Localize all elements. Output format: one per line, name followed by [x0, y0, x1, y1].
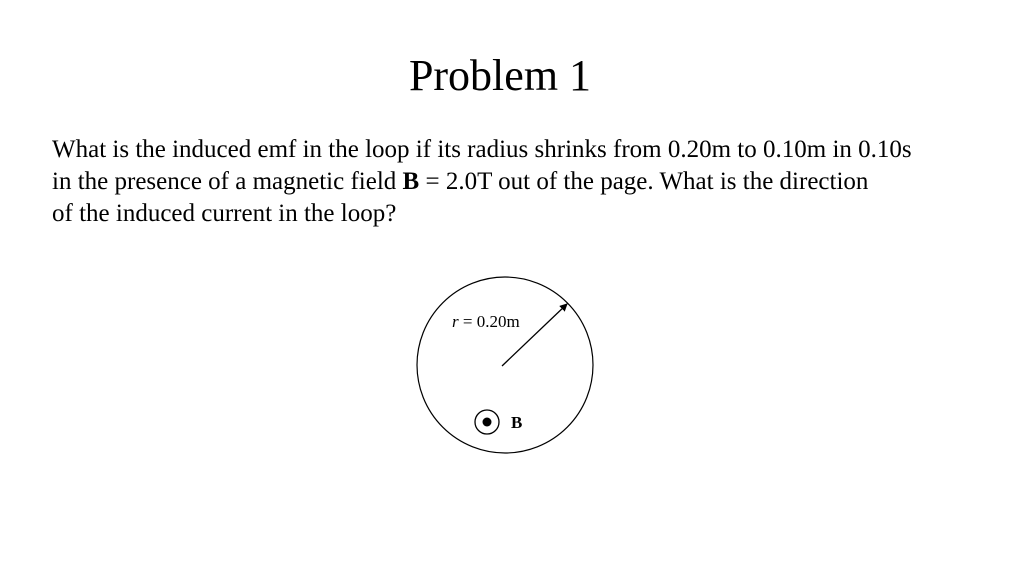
problem-line-2-start: in the presence of a magnetic field	[52, 168, 403, 195]
field-label: B	[511, 413, 523, 432]
problem-line-2-end: = 2.0T out of the page. What is the direction	[419, 168, 869, 195]
loop-diagram	[410, 270, 600, 460]
magnetic-field-symbol: B	[402, 168, 420, 195]
problem-line-3: of the induced current in the loop?	[52, 200, 397, 227]
problem-line-2	[52, 166, 992, 198]
problem-statement	[52, 134, 992, 230]
radius-symbol: r	[452, 312, 459, 331]
conducting-loop	[417, 277, 593, 453]
out-of-page-symbol-icon	[475, 410, 499, 434]
radius-value: = 0.20m	[458, 312, 520, 331]
radius-label	[452, 312, 520, 332]
loop-diagram-svg	[410, 270, 600, 460]
slide-title: Problem 1	[408, 51, 592, 100]
problem-line-1: What is the induced emf in the loop if its radius shrinks from 0.20m to 0.10m in 0.10s	[52, 136, 912, 163]
